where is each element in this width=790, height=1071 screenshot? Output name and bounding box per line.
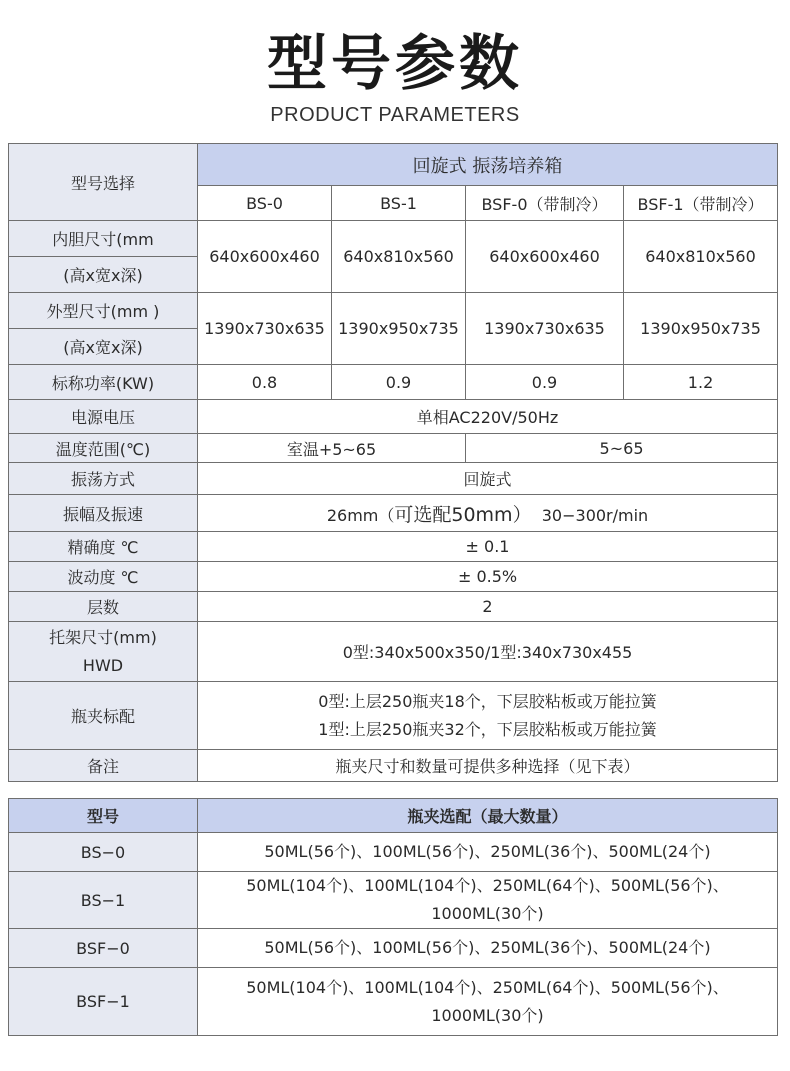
- clamp-row-line: 1000ML(30个): [431, 904, 544, 923]
- inner-size-value: 640x810x560: [332, 221, 466, 293]
- power-value: 1.2: [624, 365, 778, 400]
- remarks-label: 备注: [9, 750, 198, 782]
- accuracy-value: ± 0.1: [198, 532, 778, 562]
- tray-size-value: 0型:340x500x350/1型:340x730x455: [198, 622, 778, 682]
- power-label: 标称功率(KW): [9, 365, 198, 400]
- oscillation-mode-label: 振荡方式: [9, 463, 198, 495]
- inner-size-value: 640x600x460: [198, 221, 332, 293]
- amplitude-speed-value: [198, 495, 778, 532]
- temperature-value-bsf: 5~65: [466, 434, 778, 463]
- model-header: BSF-1（带制冷）: [624, 186, 778, 221]
- amplitude-standard: 26mm（: [326, 505, 395, 525]
- model-header: BS-0: [198, 186, 332, 221]
- clamp-options-table: [8, 798, 778, 1036]
- outer-size-value: 1390x730x635: [198, 293, 332, 365]
- tray-size-label-line1: 托架尺寸(mm): [49, 627, 157, 647]
- oscillation-speed: 30−300r/min: [541, 505, 649, 525]
- outer-size-value: 1390x950x735: [332, 293, 466, 365]
- tray-size-label-line2: HWD: [82, 655, 124, 675]
- flask-clamp-value: [198, 682, 778, 750]
- clamp-header-options: 瓶夹选配（最大数量）: [198, 799, 778, 833]
- remarks-value: 瓶夹尺寸和数量可提供多种选择（见下表）: [198, 750, 778, 782]
- clamp-row-line: 50ML(104个)、100ML(104个)、250ML(64个)、500ML(56个)、: [246, 977, 729, 997]
- inner-size-value: 640x600x460: [466, 221, 624, 293]
- outer-size-label: 外型尺寸(mm ): [9, 293, 198, 329]
- product-name: 回旋式 振荡培养箱: [198, 144, 778, 186]
- clamp-row-model: BSF−1: [9, 968, 198, 1036]
- power-value: 0.9: [332, 365, 466, 400]
- voltage-value: 单相AC220V/50Hz: [198, 400, 778, 434]
- tray-size-label: [9, 622, 198, 682]
- accuracy-label: 精确度 ℃: [9, 532, 198, 562]
- clamp-row-options: [198, 968, 778, 1036]
- temperature-label: 温度范围(℃): [9, 434, 198, 463]
- model-header: BSF-0（带制冷）: [466, 186, 624, 221]
- outer-size-unit-label: (高x宽x深): [9, 329, 198, 365]
- flask-clamp-line: 0型:上层250瓶夹18个，下层胶粘板或万能拉簧: [318, 691, 657, 711]
- clamp-header-model: 型号: [9, 799, 198, 833]
- clamp-row-options: [198, 872, 778, 929]
- clamp-row-line: 50ML(56个)、100ML(56个)、250ML(36个)、500ML(24个): [264, 938, 711, 957]
- page-title: 型号参数: [267, 29, 523, 99]
- inner-size-label: 内胆尺寸(mm: [9, 221, 198, 257]
- clamp-row-line: 1000ML(30个): [431, 1005, 544, 1025]
- flask-clamp-line: 1型:上层250瓶夹32个，下层胶粘板或万能拉簧: [318, 719, 657, 739]
- power-value: 0.9: [466, 365, 624, 400]
- fluctuation-value: ± 0.5%: [198, 562, 778, 592]
- temperature-value-bs: 室温+5~65: [198, 434, 466, 463]
- model-select-label: 型号选择: [9, 144, 198, 221]
- outer-size-value: 1390x730x635: [466, 293, 624, 365]
- clamp-row-model: BS−1: [9, 872, 198, 929]
- power-value: 0.8: [198, 365, 332, 400]
- layers-label: 层数: [9, 592, 198, 622]
- clamp-row-options: [198, 929, 778, 968]
- oscillation-mode-value: 回旋式: [198, 463, 778, 495]
- fluctuation-label: 波动度 ℃: [9, 562, 198, 592]
- inner-size-unit-label: (高x宽x深): [9, 257, 198, 293]
- flask-clamp-label: 瓶夹标配: [9, 682, 198, 750]
- clamp-row-model: BS−0: [9, 833, 198, 872]
- amplitude-optional: 可选配50mm）: [394, 503, 532, 526]
- clamp-row-options: [198, 833, 778, 872]
- layers-value: 2: [198, 592, 778, 622]
- voltage-label: 电源电压: [9, 400, 198, 434]
- outer-size-value: 1390x950x735: [624, 293, 778, 365]
- clamp-row-line: 50ML(56个)、100ML(56个)、250ML(36个)、500ML(24个): [264, 842, 711, 861]
- page-subtitle: PRODUCT PARAMETERS: [270, 104, 520, 126]
- clamp-row-model: BSF−0: [9, 929, 198, 968]
- clamp-row-line: 50ML(104个)、100ML(104个)、250ML(64个)、500ML(56个)、: [246, 876, 729, 895]
- inner-size-value: 640x810x560: [624, 221, 778, 293]
- spec-table: [8, 143, 778, 782]
- amplitude-speed-label: 振幅及振速: [9, 495, 198, 532]
- model-header: BS-1: [332, 186, 466, 221]
